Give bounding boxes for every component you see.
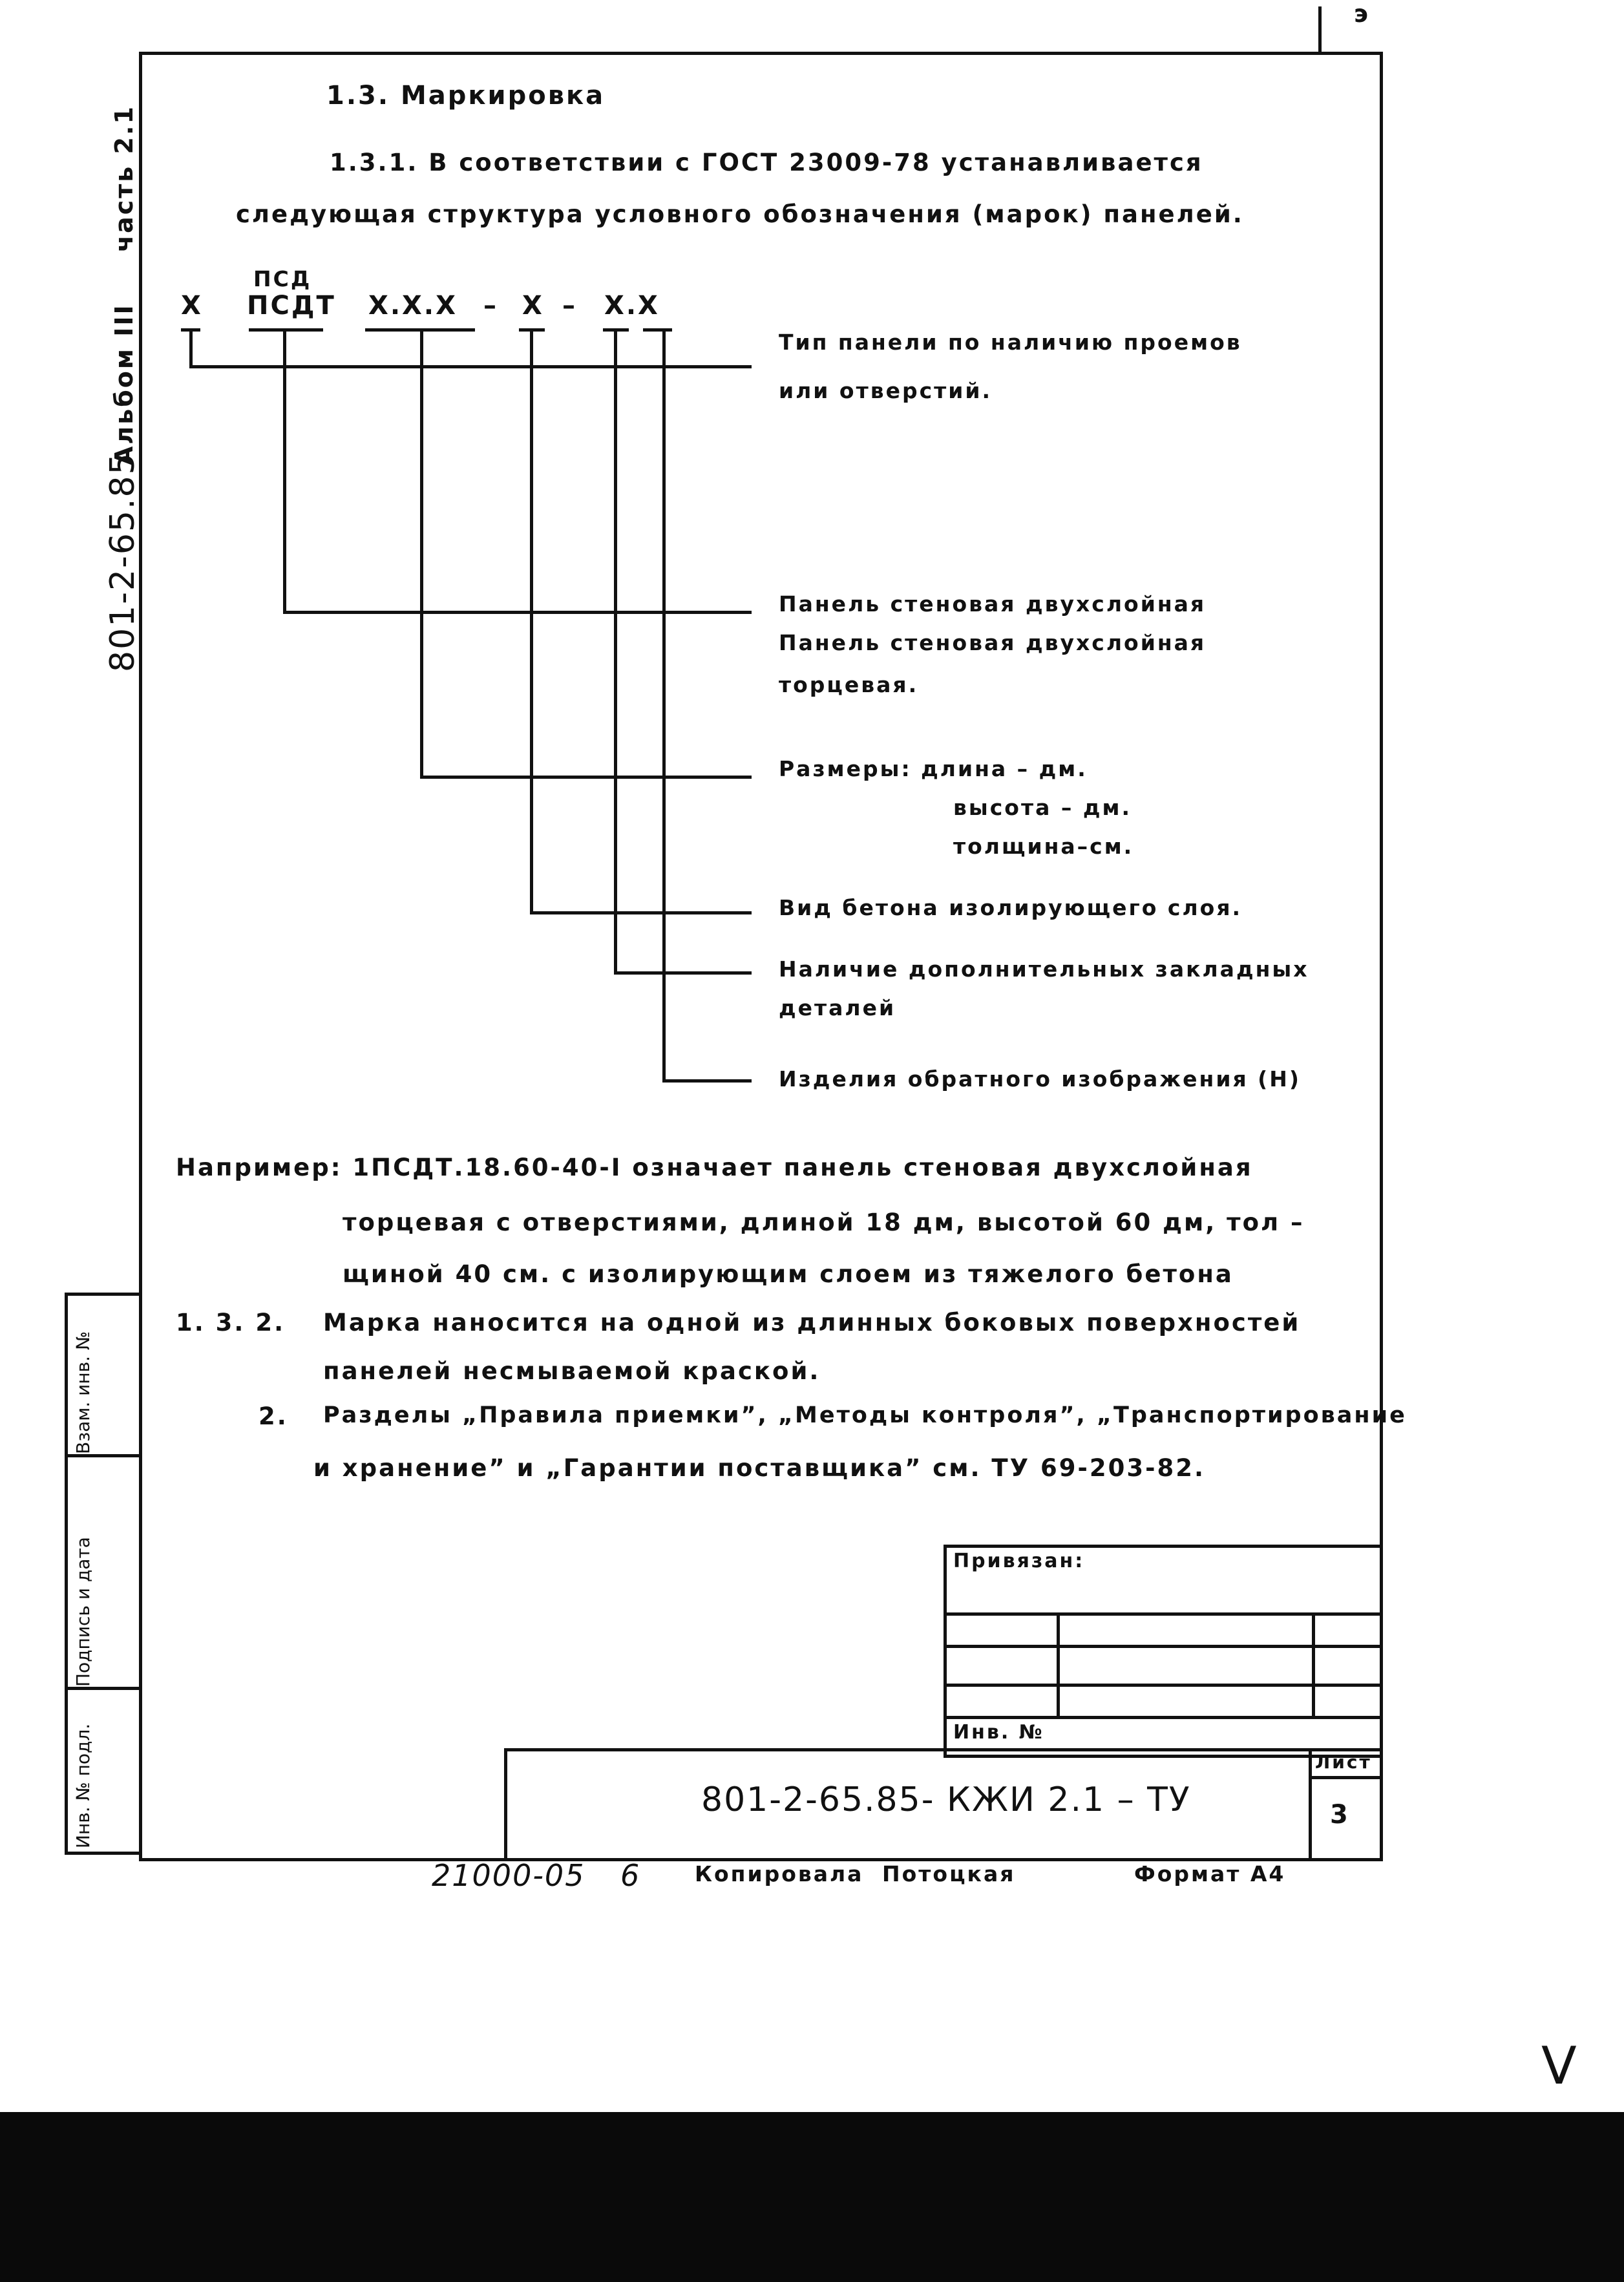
footer-number-2: 6 — [620, 1858, 641, 1893]
stamp-col-1 — [1057, 1612, 1060, 1716]
leader-2-h — [283, 611, 752, 614]
desc-3-line-3: толщина–см. — [953, 834, 1134, 859]
footer-copier: Потоцкая — [882, 1861, 1016, 1886]
desc-2-line-1: Панель стеновая двухслойная — [779, 591, 1207, 617]
footer-format: Формат А4 — [1134, 1861, 1286, 1886]
leader-5-v — [614, 328, 617, 973]
desc-4-line-1: Вид бетона изолирующего слоя. — [779, 895, 1243, 920]
stamp-col-2 — [1312, 1612, 1315, 1716]
leader-5-h — [614, 971, 752, 975]
desc-3-line-1: Размеры: длина – дм. — [779, 756, 1088, 781]
side-label-vzam: Взам. инв. № — [72, 1331, 94, 1454]
spine-album: Альбом III — [110, 303, 138, 465]
stamp-sheet-divider — [1309, 1748, 1312, 1858]
scan-dark-band — [0, 2112, 1624, 2282]
top-tick — [1318, 6, 1322, 52]
stamp-row-4 — [944, 1716, 1380, 1719]
intro-line-2: следующая структура условного обозначения (марок) панелей. — [236, 200, 1244, 228]
intro-line-1: 1.3.1. В соответствии с ГОСТ 23009-78 устанавливается — [330, 149, 1203, 176]
leader-4-h — [530, 911, 752, 914]
item-132-number: 1. 3. 2. — [176, 1309, 286, 1336]
item-2-line-1: Разделы „Правила приемки”, „Методы контроля”, „Транспортирование — [323, 1402, 1407, 1428]
leader-6-h — [662, 1079, 752, 1083]
footer-number: 21000-05 — [432, 1858, 585, 1893]
stamp-sheet-label: Лист — [1315, 1751, 1372, 1773]
leader-1-h — [189, 365, 752, 368]
top-mark: э — [1354, 0, 1370, 28]
leader-4-v — [530, 328, 533, 913]
leader-3-h — [420, 776, 752, 779]
leader-3-v — [420, 328, 423, 777]
footer-copied: Копировала — [695, 1861, 864, 1886]
scheme-token-concrete: Х — [522, 291, 544, 321]
desc-6-line-1: Изделия обратного изображения (Н) — [779, 1066, 1301, 1092]
desc-5-line-2: деталей — [779, 995, 896, 1020]
spine-code: 801-2-65.85 — [103, 452, 142, 672]
corner-mark: V — [1541, 2036, 1578, 2096]
side-label-inv-podl: Инв. № подл. — [72, 1723, 94, 1848]
desc-1-line-2: или отверстий. — [779, 378, 993, 403]
underline-tail-2 — [643, 328, 672, 332]
desc-2-line-2: Панель стеновая двухслойная — [779, 630, 1207, 655]
item-2-line-2: и хранение” и „Гарантии поставщика” см. ТУ 69-203-82. — [313, 1454, 1206, 1482]
stamp-doc-code: 801-2-65.85- КЖИ 2.1 – ТУ — [701, 1780, 1191, 1819]
item-132-line-1: Марка наносится на одной из длинных боковых поверхностей — [323, 1309, 1301, 1336]
stamp-sheet-row — [1309, 1776, 1380, 1779]
scheme-token-dash-2: – — [562, 291, 577, 321]
scheme-token-x: Х — [181, 291, 203, 321]
example-line-2: торцевая с отверстиями, длиной 18 дм, высотой 60 дм, тол – — [343, 1209, 1305, 1236]
scheme-top-label-psd: ПСД — [253, 266, 312, 291]
desc-5-line-1: Наличие дополнительных закладных — [779, 956, 1309, 982]
spine-part: часть 2.1 — [110, 105, 138, 252]
desc-3-line-2: высота – дм. — [953, 795, 1132, 820]
scheme-token-psdt: ПСДТ — [247, 291, 336, 321]
scheme-token-dash-1: – — [483, 291, 498, 321]
scheme-token-sizes: Х.Х.Х — [368, 291, 458, 321]
item-132-line-2: панелей несмываемой краской. — [323, 1357, 821, 1385]
stamp-privyazan-label: Привязан: — [953, 1550, 1085, 1572]
side-label-signature: Подпись и дата — [72, 1537, 94, 1687]
leader-6-v — [662, 328, 666, 1081]
stamp-sheet-number: 3 — [1330, 1800, 1350, 1830]
section-title: 1.3. Маркировка — [326, 81, 606, 111]
desc-2-line-3: торцевая. — [779, 672, 919, 697]
scheme-token-tail: Х.Х — [604, 291, 660, 321]
example-line-3: щиной 40 см. с изолирующим слоем из тяжелого бетона — [343, 1260, 1234, 1288]
item-2-number: 2. — [258, 1402, 288, 1430]
leader-2-v — [283, 328, 286, 613]
stamp-inv-label: Инв. № — [953, 1721, 1044, 1744]
example-line-1: Например: 1ПСДТ.18.60-40-I означает панель стеновая двухслойная — [176, 1154, 1253, 1181]
desc-1-line-1: Тип панели по наличию проемов — [779, 330, 1242, 355]
leader-1-v — [189, 328, 193, 367]
